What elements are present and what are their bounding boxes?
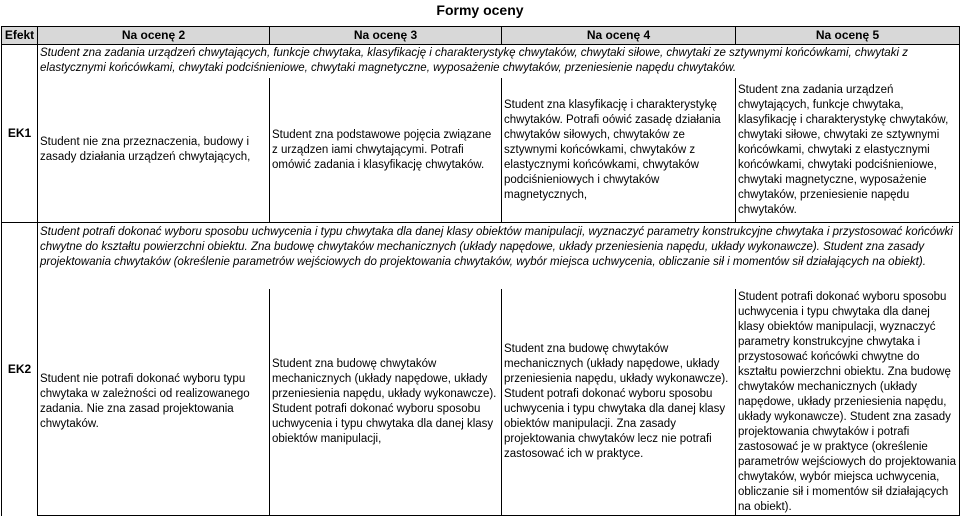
header-efekt: Efekt — [2, 27, 38, 45]
ek2-label: EK2 — [2, 223, 38, 516]
ek1-summary: Student zna zadania urządzeń chwytających, funkcje chwytaka, klasyfikację i charakterystykę chwytaków, chwytaki siłowe, chwytaki ze sztywnymi końcówkami, chwytaki z elastycznymi końcówkami, chwytaki podciśnieniowe, chwytaki magnetyczne, wyposażenie chwytaków, przeniesienie napędu chwytaków. — [38, 45, 960, 79]
page-title: Formy oceny — [436, 2, 524, 18]
ek2-grades-row — [2, 289, 960, 516]
ek2-summary: Student potrafi dokonać wyboru sposobu uchwycenia i typu chwytaka dla danej klasy obiektów manipulacji, wyznaczyć parametry konstrukcyjne chwytaka i przystosować końcówki chwytne do kształtu powierzchni obiektu. Zna budowę chwytaków mechanicznych (układy napędowe, układy przeniesienia napędu, układy wykonawcze). Student zna zasady projektowania chwytaków (określenie parametrów wejściowych do projektowania chwytaków, wybór miejsca uchwycenia, obliczanie sił i momentów sił działających na obiekt). — [38, 223, 960, 290]
grading-table — [1, 26, 960, 516]
header-grade-3: Na ocenę 3 — [270, 27, 502, 45]
ek2-summary-row — [2, 223, 960, 290]
ek1-label: EK1 — [2, 45, 38, 223]
ek2-grade-5: Student potrafi dokonać wyboru sposobu uchwycenia i typu chwytaka dla danej klasy obiektów manipulacji, wyznaczyć parametry konstrukcyjne chwytaka i przystosować końcówki chwytne do kształtu powierzchni obiektu. Zna budowę chwytaków mechanicznych (układy napędowe, układy przeniesienia napędu, układy wykonawcze). Student zna zasady projektowania chwytaków i potrafi zastosować je w praktyce (określenie parametrów wejściowych do projektowania chwytaków, wybór miejsca uchwycenia, obliczanie sił i momentów sił działających na obiekt). — [736, 289, 960, 516]
ek1-grades-row — [2, 78, 960, 223]
header-row — [2, 27, 960, 45]
ek2-grade-3: Student zna budowę chwytaków mechanicznych (układy napędowe, układy przeniesienia napędu, układy wykonawcze). Student potrafi dokonać wyboru sposobu uchwycenia i typu chwytaka dla danej klasy obiektów manipulacji, — [270, 289, 502, 516]
ek2-grade-4: Student zna budowę chwytaków mechanicznych (układy napędowe, układy przeniesienia napędu, układy wykonawcze). Student potrafi dokonać wyboru sposobu uchwycenia i typu chwytaka dla danej klasy obiektów manipulacji. Zna zasady projektowania chwytaków lecz nie potrafi zastosować ich w praktyce. — [502, 289, 736, 516]
ek2-grade-2: Student nie potrafi dokonać wyboru typu chwytaka w zależności od realizowanego zadania. Nie zna zasad projektowania chwytaków. — [38, 289, 270, 516]
ek1-summary-row — [2, 45, 960, 79]
header-grade-2: Na ocenę 2 — [38, 27, 270, 45]
header-grade-4: Na ocenę 4 — [502, 27, 736, 45]
header-grade-5: Na ocenę 5 — [736, 27, 960, 45]
ek1-grade-3: Student zna podstawowe pojęcia związane z urządzen iami chwytającymi. Potrafi omówić zadania i klasyfikację chwytaków. — [270, 78, 502, 223]
ek1-grade-5: Student zna zadania urządzeń chwytających, funkcje chwytaka, klasyfikację i charakterystykę chwytaków, chwytaki siłowe, chwytaki ze sztywnymi końcówkami, chwytaki z elastycznymi końcówkami, chwytaki podciśnieniowe, chwytaki magnetyczne, wyposażenie chwytaków, przeniesienie napędu chwytaków. — [736, 78, 960, 223]
ek1-grade-4: Student zna klasyfikację i charakterystykę chwytaków. Potrafi oówić zasadę działania chwytaków siłowych, chwytaków ze sztywnymi końcówkami, chwytaków z elastycznymi końcówkami, chwytaków podciśnieniowych i chwytaków magnetycznych, — [502, 78, 736, 223]
ek1-grade-2: Student nie zna przeznaczenia, budowy i zasady działania urządzeń chwytających, — [38, 78, 270, 223]
